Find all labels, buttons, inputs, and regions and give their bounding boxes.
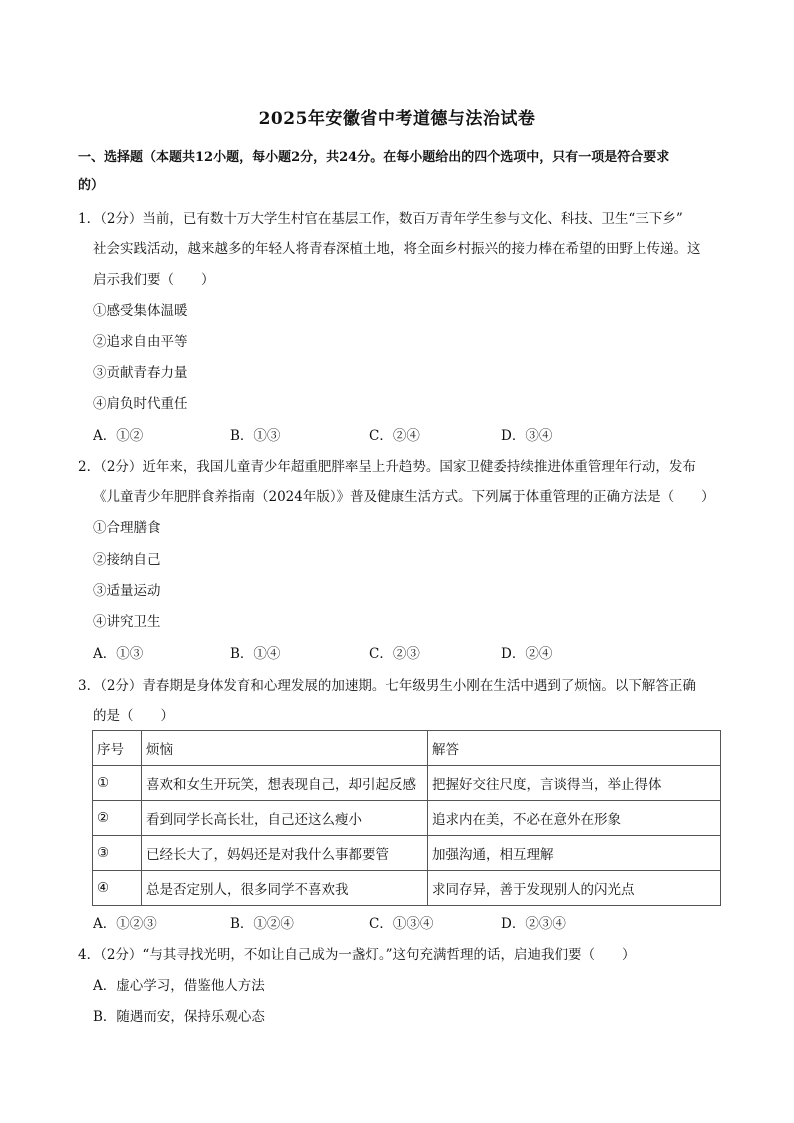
table-header: 序号 <box>93 731 142 766</box>
option-d: D．③④ <box>501 428 553 444</box>
statement: ③适量运动 <box>93 583 161 599</box>
table-cell: ③ <box>93 836 142 871</box>
table-cell: 把握好交往尺度，言谈得当，举止得体 <box>428 766 721 801</box>
table-row <box>93 766 721 801</box>
statement: ②追求自由平等 <box>93 334 188 350</box>
table-row <box>93 836 721 871</box>
option-a: A．①② <box>93 428 144 444</box>
question-text: 《儿童青少年肥胖食养指南（2024年版）》普及健康生活方式。下列属于体重管理的正确方法是（ ） <box>93 489 715 505</box>
table-cell: 看到同学长高长壮，自己还这么瘦小 <box>142 801 428 836</box>
option-a: A．①②③ <box>93 916 157 932</box>
table-cell: 加强沟通，相互理解 <box>428 836 721 871</box>
table-row <box>93 871 721 906</box>
option-b: B．①④ <box>230 646 281 662</box>
section-heading-cont: 的） <box>78 178 105 193</box>
option-b: B．①②④ <box>230 916 294 932</box>
worries-table <box>92 730 721 906</box>
table-cell: ① <box>93 766 142 801</box>
table-cell: ④ <box>93 871 142 906</box>
option-d: D．②④ <box>501 646 553 662</box>
option-b: B．随遇而安，保持乐观心态 <box>93 1009 265 1025</box>
option-b: B．①③ <box>230 428 281 444</box>
exam-title: 2025年安徽省中考道德与法治试卷 <box>258 109 536 129</box>
statement: ③贡献青春力量 <box>93 365 188 381</box>
question-text: 2．（2分）近年来，我国儿童青少年超重肥胖率呈上升趋势。国家卫健委持续推进体重管理年行动，发布 <box>78 459 696 475</box>
statement: ②接纳自己 <box>93 552 161 568</box>
question-text: 社会实践活动，越来越多的年轻人将青春深植土地，将全面乡村振兴的接力棒在希望的田野上传递。这 <box>93 241 701 257</box>
table-header: 解答 <box>428 731 721 766</box>
option-a: A．虚心学习，借鉴他人方法 <box>93 978 265 994</box>
table-cell: 总是否定别人，很多同学不喜欢我 <box>142 871 428 906</box>
table-cell: 喜欢和女生开玩笑，想表现自己，却引起反感 <box>142 766 428 801</box>
table-header-row <box>93 731 721 766</box>
table-cell: 已经长大了，妈妈还是对我什么事都要管 <box>142 836 428 871</box>
table-cell: ② <box>93 801 142 836</box>
table-cell: 追求内在美，不必在意外在形象 <box>428 801 721 836</box>
option-a: A．①③ <box>93 646 144 662</box>
table-cell: 求同存异，善于发现别人的闪光点 <box>428 871 721 906</box>
question-text: 1．（2分）当前，已有数十万大学生村官在基层工作，数百万青年学生参与文化、科技、卫生“三下乡” <box>78 211 683 227</box>
section-heading: 一、选择题（本题共12小题，每小题2分，共24分。在每小题给出的四个选项中，只有一项是符合要求 <box>78 150 670 165</box>
option-c: C．①③④ <box>369 916 434 932</box>
table-header: 烦恼 <box>142 731 428 766</box>
statement: ④讲究卫生 <box>93 614 161 630</box>
question-text: 启示我们要（ ） <box>93 272 215 288</box>
option-c: C．②④ <box>369 428 420 444</box>
statement: ①合理膳食 <box>93 520 161 536</box>
option-d: D．②③④ <box>501 916 566 932</box>
table-row <box>93 801 721 836</box>
question-text: 4．（2分）“与其寻找光明，不如让自己成为一盏灯。”这句充满哲理的话，启迪我们要（ ） <box>78 947 636 963</box>
statement: ①感受集体温暖 <box>93 303 188 319</box>
statement: ④肩负时代重任 <box>93 396 188 412</box>
question-text: 3．（2分）青春期是身体发育和心理发展的加速期。七年级男生小刚在生活中遇到了烦恼。以下解答正确 <box>78 678 696 694</box>
option-c: C．②③ <box>369 646 420 662</box>
question-text: 的是（ ） <box>93 708 174 724</box>
